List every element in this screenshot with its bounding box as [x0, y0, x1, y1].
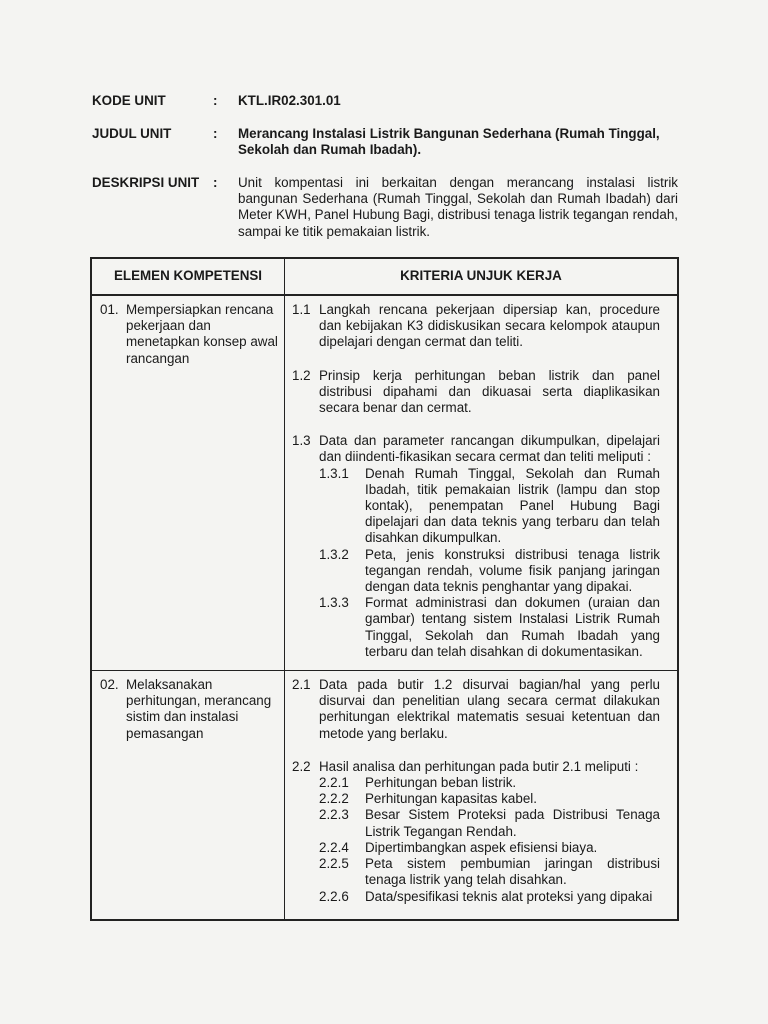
- sub-criteria-item: [319, 466, 660, 547]
- criteria-number: 2.1: [292, 677, 311, 693]
- sub-criteria-number: 2.2.2: [319, 791, 349, 807]
- criteria-cell: [285, 295, 679, 671]
- judul-unit-value: Merancang Instalasi Listrik Bangunan Sederhana (Rumah Tinggal, Sekolah dan Rumah Ibadah).: [238, 126, 660, 158]
- sub-criteria-number: 2.2.3: [319, 807, 349, 823]
- sub-criteria-number: 2.2.1: [319, 775, 349, 791]
- sub-criteria-text: Format administrasi dan dokumen (uraian dan gambar) tentang sistem Instalasi Listrik Rumah Tinggal, Sekolah dan Rumah Ibadah yang terbaru dan telah disahkan di dokumentasikan.: [365, 595, 660, 659]
- judul-unit-colon: :: [213, 126, 218, 141]
- kode-unit-label: KODE UNIT: [92, 93, 166, 108]
- criteria-item: [292, 759, 660, 905]
- sub-criteria-number: 2.2.6: [319, 888, 349, 904]
- deskripsi-unit-label: DESKRIPSI UNIT: [92, 175, 200, 190]
- sub-criteria-item: [319, 595, 660, 660]
- sub-criteria-text: Dipertimbangkan aspek efisiensi biaya.: [365, 839, 598, 855]
- criteria-number: 1.2: [292, 367, 311, 383]
- element-text: Mempersiapkan rencana pekerjaan dan menetapkan konsep awal rancangan: [126, 302, 278, 366]
- sub-criteria-text: Besar Sistem Proteksi pada Distribusi Tenaga Listrik Tegangan Rendah.: [365, 807, 660, 839]
- table-row: [91, 295, 678, 671]
- criteria-item: [292, 368, 660, 417]
- criteria-text: Prinsip kerja perhitungan beban listrik dan panel distribusi dipahami dan dikuasai serta diaplikasikan secara benar dan cermat.: [319, 367, 660, 416]
- criteria-item: [292, 302, 660, 351]
- sub-criteria-item: [319, 840, 660, 856]
- sub-criteria-text: Peta sistem pembumian jaringan distribusi tenaga listrik yang telah disahkan.: [365, 856, 660, 888]
- sub-criteria-text: Perhitungan kapasitas kabel.: [365, 791, 537, 807]
- sub-criteria-item: [319, 775, 660, 791]
- element-cell: [91, 671, 285, 920]
- header-kriteria-unjuk-kerja: KRITERIA UNJUK KERJA: [285, 258, 679, 295]
- kode-unit-value: KTL.IR02.301.01: [238, 93, 341, 108]
- sub-criteria-number: 1.3.1: [319, 465, 349, 481]
- sub-criteria-text: Data/spesifikasi teknis alat proteksi yang dipakai: [365, 888, 653, 904]
- element-number: 02.: [100, 677, 119, 693]
- criteria-cell: [285, 671, 679, 920]
- sub-criteria-number: 2.2.5: [319, 856, 349, 872]
- sub-criteria-item: [319, 791, 660, 807]
- kode-unit-colon: :: [213, 93, 218, 108]
- table-row: [91, 671, 678, 920]
- element-text: Melaksanakan perhitungan, merancang sistim dan instalasi pemasangan: [126, 677, 272, 741]
- criteria-item: [292, 433, 660, 660]
- criteria-number: 1.1: [292, 302, 311, 317]
- criteria-text: Langkah rencana pekerjaan dipersiap kan, procedure dan kebijakan K3 didiskusikan secara kelompok ataupun dipelajari dengan cermat dan teliti.: [319, 302, 660, 350]
- element-number: 01.: [100, 302, 119, 317]
- sub-criteria-text: Peta, jenis konstruksi distribusi tenaga listrik tegangan rendah, volume fisik panjang jaringan dengan data teknis penghantar yang dipakai.: [365, 546, 660, 595]
- sub-criteria-item: [319, 547, 660, 596]
- sub-criteria-text: Denah Rumah Tinggal, Sekolah dan Rumah Ibadah, titik pemakaian listrik (lampu dan stop kontak), penempatan Panel Hubung Bagi dipelajari dan data teknis yang terbaru dan telah disahkan dikumpulkan.: [365, 465, 660, 546]
- criteria-text: Hasil analisa dan perhitungan pada butir 2.1 meliputi :: [319, 758, 639, 774]
- criteria-text: Data pada butir 1.2 disurvai bagian/hal yang perlu disurvai dan penelitian ulang secara cermat dilakukan perhitungan elektrikal matematis sesuai ketentuan dan metode yang berlaku.: [319, 677, 660, 741]
- sub-criteria-item: [319, 807, 660, 839]
- sub-criteria-number: 2.2.4: [319, 839, 349, 855]
- criteria-text: Data dan parameter rancangan dikumpulkan, dipelajari dan diindenti-fikasikan secara cermat dan teliti meliputi :: [319, 433, 660, 465]
- sub-criteria-number: 1.3.2: [319, 546, 349, 562]
- deskripsi-unit-value: Unit kompentasi ini berkaitan dengan merancang instalasi listrik bangunan Sederhana (Rumah Tinggal, Sekolah dan Rumah Ibadah) dari Meter KWH, Panel Hubung Bagi, distribusi tenaga listrik tegangan rendah, sampai ke titik pemakaian listrik.: [238, 175, 678, 239]
- sub-criteria-number: 1.3.3: [319, 595, 349, 611]
- table-header-row: [91, 258, 678, 295]
- sub-criteria-item: [319, 889, 660, 905]
- criteria-item: [292, 677, 660, 742]
- sub-criteria-item: [319, 856, 660, 888]
- element-cell: [91, 295, 285, 671]
- header-elemen-kompetensi: ELEMEN KOMPETENSI: [91, 258, 285, 295]
- sub-criteria-text: Perhitungan beban listrik.: [365, 775, 517, 791]
- deskripsi-unit-colon: :: [213, 175, 218, 190]
- criteria-number: 2.2: [292, 758, 311, 774]
- judul-unit-label: JUDUL UNIT: [92, 126, 172, 141]
- competency-table: [90, 257, 679, 921]
- criteria-number: 1.3: [292, 433, 311, 449]
